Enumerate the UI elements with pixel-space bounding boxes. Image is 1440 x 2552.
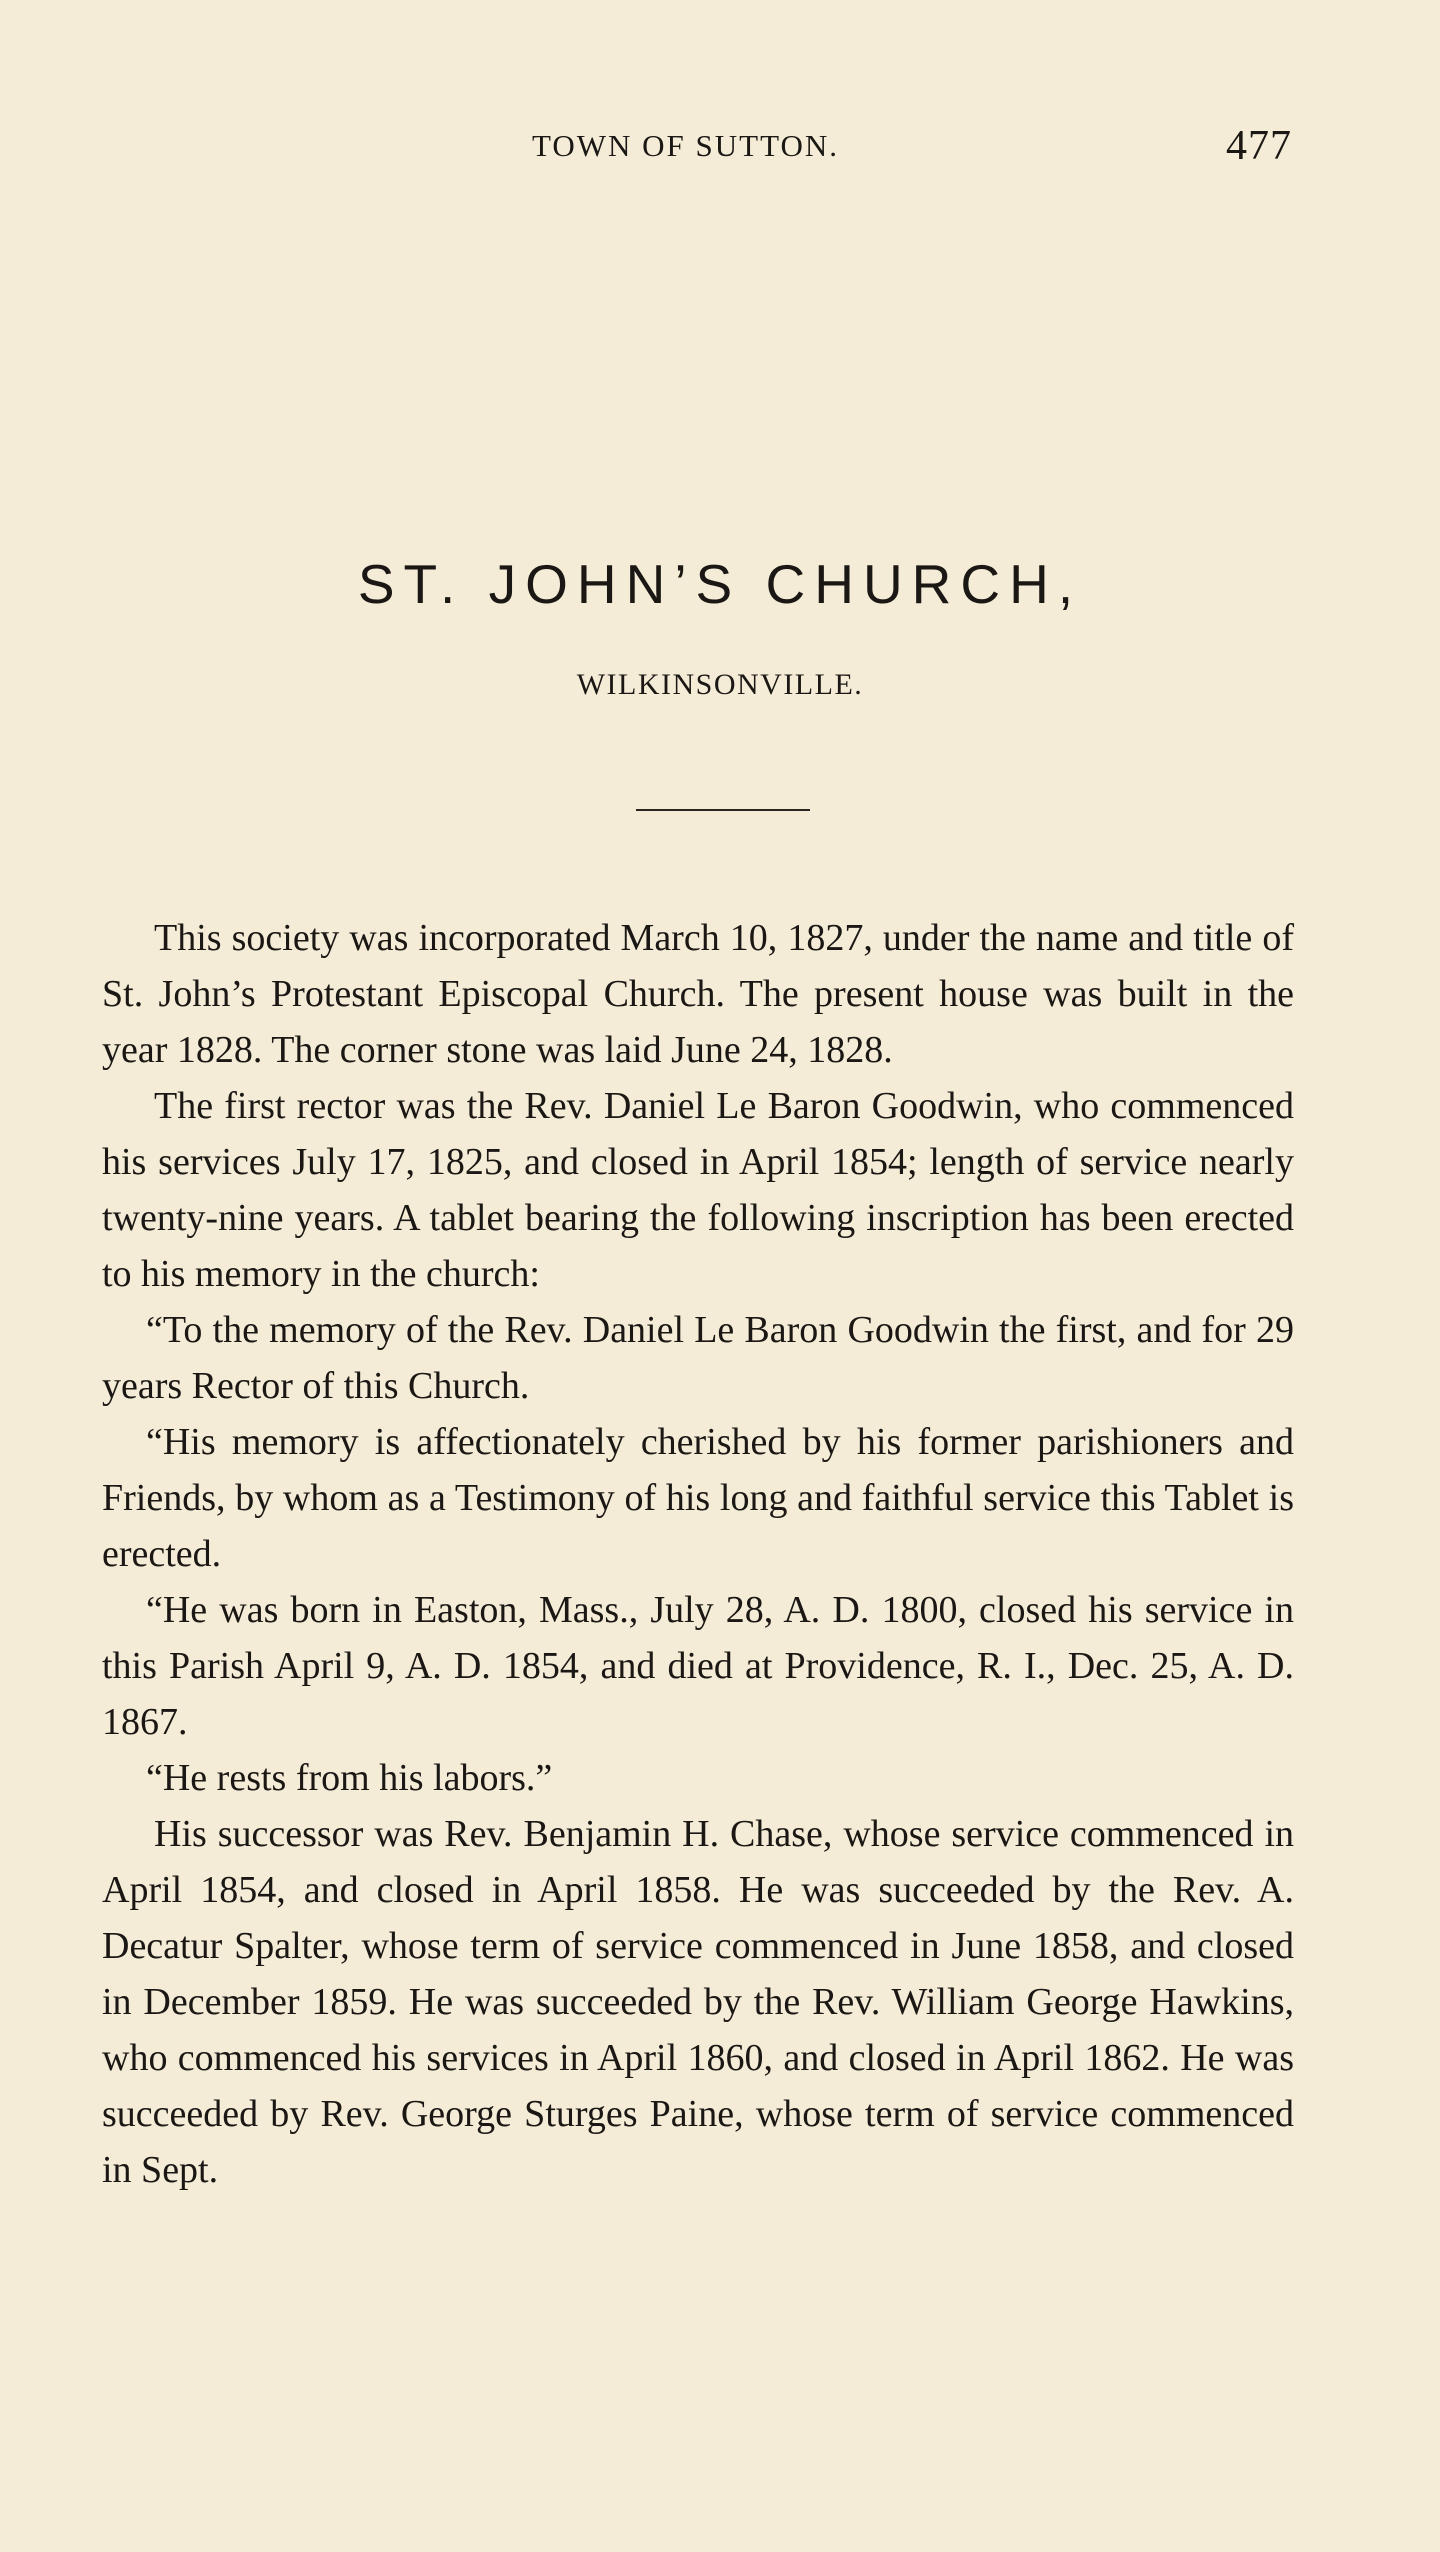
church-location: WILKINSONVILLE. — [576, 668, 864, 701]
running-title: TOWN OF SUTTON. — [532, 128, 840, 163]
body-text — [102, 910, 1294, 2198]
tablet-quote-line-1: “To the memory of the Rev. Daniel Le Baron Goodwin the first, and for 29 years Rector of this Church. — [102, 1309, 1294, 1407]
running-head — [0, 122, 1440, 172]
page-number: 477 — [1226, 123, 1292, 169]
tablet-quote-line-3: “He was born in Easton, Mass., July 28, A. D. 1800, closed his service in this Parish April 9, A. D. 1854, and died at Providence, R. I., Dec. 25, A. D. 1867. — [102, 1589, 1294, 1743]
paragraph-successors: His successor was Rev. Benjamin H. Chase, whose service commenced in April 1854, and closed in April 1858. He was succeeded by the Rev. A. Decatur Spalter, whose term of service commenced in June 1858, and closed in December 1859. He was succeeded by the Rev. William George Hawkins, who commenced his services in April 1860, and closed in April 1862. He was succeeded by Rev. George Sturges Paine, whose term of service commenced in Sept. — [102, 1813, 1294, 2191]
church-title — [0, 552, 1440, 616]
tablet-quote-line-2: “His memory is affectionately cherished by his former parishioners and Friends, by whom as a Testimony of his long and faithful service this Tablet is erected. — [102, 1421, 1294, 1575]
tablet-quote-line-4: “He rests from his labors.” — [146, 1757, 553, 1799]
church-title-text: ST. JOHN’S CHURCH, — [357, 553, 1083, 615]
paragraph-incorporation: This society was incorporated March 10, 1827, under the name and title of St. John’s Protestant Episcopal Church. The present house was built in the year 1828. The corner stone was laid June 24, 1828. — [102, 917, 1294, 1071]
paragraph-first-rector: The first rector was the Rev. Daniel Le Baron Goodwin, who commenced his services July 17, 1825, and closed in April 1854; length of service nearly twenty-nine years. A tablet bearing the following inscription has been erected to his memory in the church: — [102, 1085, 1294, 1295]
section-divider — [636, 809, 810, 811]
